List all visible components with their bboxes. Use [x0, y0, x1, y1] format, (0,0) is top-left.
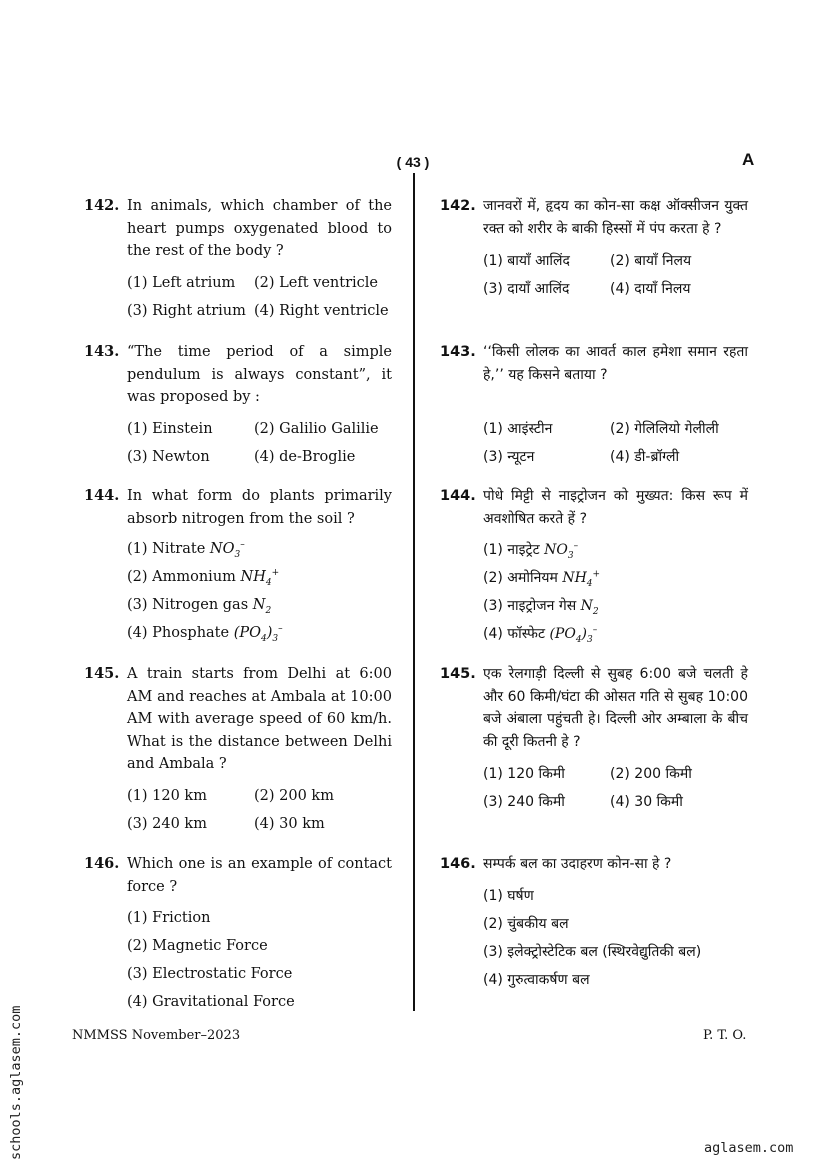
question-text: पोधे मिट्टी से नाइट्रोजन को मुख्यत: किस रूप में अवशोषित करते हें ?: [483, 488, 748, 527]
option-2: (2) चुंबकीय बल: [483, 916, 569, 932]
option-3: (3) 240 km: [127, 815, 207, 832]
pto-label: P. T. O.: [703, 1028, 747, 1043]
column-divider: [413, 173, 415, 1011]
question-text: Which one is an example of contact force ?: [127, 856, 392, 895]
option-3: (3) न्यूटन: [483, 448, 535, 465]
option-1: (1) Friction: [127, 910, 211, 926]
option-4: (4) Phosphate $(PO_4)_3^-$: [127, 624, 283, 644]
option-2: (2) बायाँ निलय: [610, 252, 692, 269]
question-number: 144.: [84, 487, 120, 504]
option-3: (3) Nitrogen gas $N_2$: [127, 596, 272, 616]
option-2: (2) Magnetic Force: [127, 938, 268, 954]
option-1: (1) आइंस्टीन: [483, 420, 553, 437]
question-number: 142.: [440, 198, 476, 214]
question-144-en: [84, 485, 392, 648]
option-3: (3) दायाँ आलिंद: [483, 280, 570, 297]
question-number: 146.: [84, 855, 120, 872]
option-2: (2) गेलिलियो गेलीली: [610, 420, 719, 437]
option-2: (2) Ammonium $NH_4^+$: [127, 568, 280, 588]
question-number: 143.: [84, 343, 120, 360]
option-4: (4) गुरुत्वाकर्षण बल: [483, 972, 590, 988]
option-2: (2) 200 km: [254, 787, 334, 804]
page-number: ( 43 ): [396, 154, 430, 170]
option-4: (4) Gravitational Force: [127, 994, 295, 1010]
question-text: In animals, which chamber of the heart pumps oxygenated blood to the rest of the body ?: [127, 198, 392, 259]
question-145-hi: [440, 663, 748, 815]
option-1: (1) 120 km: [127, 787, 207, 804]
side-watermark: schools.aglasem.com: [8, 1005, 24, 1160]
question-text: सम्पर्क बल का उदाहरण कोन-सा हे ?: [483, 856, 672, 872]
option-3: (3) Electrostatic Force: [127, 966, 293, 982]
question-146-en: [84, 853, 392, 1016]
question-number: 145.: [440, 666, 476, 682]
option-2: (2) Galilio Galilie: [254, 420, 379, 437]
option-3: (3) 240 किमी: [483, 793, 565, 810]
option-1: (1) Left atrium: [127, 274, 236, 291]
option-4: (4) Right ventricle: [254, 302, 389, 319]
option-4: (4) 30 किमी: [610, 793, 683, 810]
question-text: In what form do plants primarily absorb nitrogen from the soil ?: [127, 488, 392, 527]
option-1: (1) घर्षण: [483, 888, 534, 904]
exam-name: NMMSS November–2023: [72, 1028, 241, 1043]
question-145-en: [84, 663, 392, 838]
option-1: (1) Nitrate $NO_3^-$: [127, 540, 245, 560]
question-144-hi: [440, 485, 748, 648]
question-text: “The time period of a simple pendulum is always constant”, it was proposed by :: [127, 344, 392, 405]
question-143-hi: [440, 341, 748, 470]
question-number: 143.: [440, 344, 476, 360]
question-146-hi: [440, 853, 748, 994]
option-3: (3) इलेक्ट्रोस्टेटिक बल (स्थिरवेद्युतिकी बल): [483, 944, 702, 960]
option-4: (4) 30 km: [254, 815, 325, 832]
question-number: 145.: [84, 665, 120, 682]
booklet-code: A: [742, 150, 755, 169]
question-143-en: [84, 341, 392, 471]
bottom-watermark: aglasem.com: [704, 1140, 794, 1156]
question-text: एक रेलगाड़ी दिल्ली से सुबह 6:00 बजे चलती हे और 60 किमी/घंटा की ओसत गति से सुबह 10:00 बजे अंबाला पहुंचती हे। दिल्ली ओर अम्बाला के बीच की दूरी कितनी हे ?: [483, 666, 748, 750]
option-4: (4) de-Broglie: [254, 448, 356, 465]
option-4: (4) फॉस्फेट $(PO_4)_3^-$: [483, 624, 598, 645]
question-142-hi: [440, 195, 748, 302]
option-1: (1) Einstein: [127, 420, 213, 437]
question-text: जानवरों में, हृदय का कोन-सा कक्ष ऑक्सीजन युक्त रक्त को शरीर के बाकी हिस्सों में पंप करता हे ?: [483, 198, 748, 237]
option-3: (3) Newton: [127, 448, 210, 465]
question-number: 146.: [440, 856, 476, 872]
option-1: (1) बायाँ आलिंद: [483, 252, 570, 269]
question-text: ‘‘किसी लोलक का आवर्त काल हमेशा समान रहता हे,’’ यह किसने बताया ?: [483, 344, 748, 383]
option-3: (3) नाइट्रोजन गेस $N_2$: [483, 597, 599, 617]
option-3: (3) Right atrium: [127, 302, 246, 319]
question-text: A train starts from Delhi at 6:00 AM and reaches at Ambala at 10:00 AM with average speed of 60 km/h. What is the distance between Delhi and Ambala ?: [127, 666, 392, 772]
option-4: (4) दायाँ निलय: [610, 280, 691, 297]
option-1: (1) नाइट्रेट $NO_3^-$: [483, 540, 579, 561]
option-1: (1) 120 किमी: [483, 765, 565, 782]
option-2: (2) अमोनियम $NH_4^+$: [483, 568, 601, 589]
question-number: 142.: [84, 197, 120, 214]
question-142-en: [84, 195, 392, 325]
option-2: (2) Left ventricle: [254, 274, 379, 291]
option-2: (2) 200 किमी: [610, 765, 692, 782]
option-4: (4) डी-ब्रॉग्ली: [610, 448, 680, 465]
question-number: 144.: [440, 488, 476, 504]
